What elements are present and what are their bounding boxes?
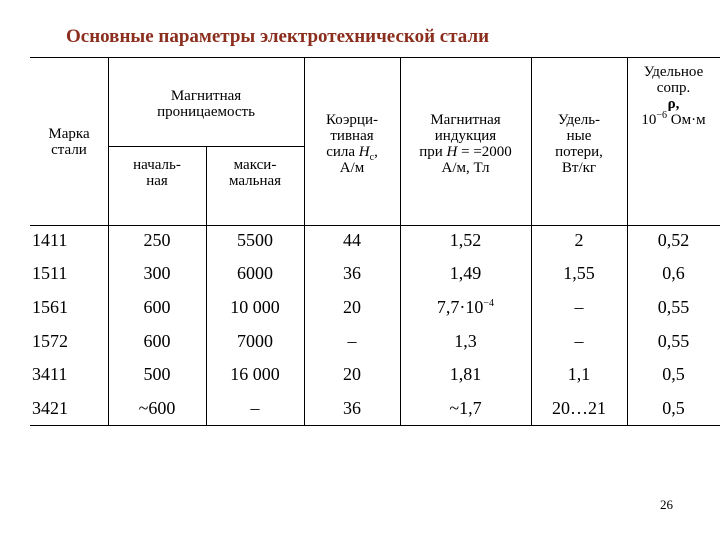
table-header-rule bbox=[30, 225, 720, 226]
header-initial-permeability: началь- ная bbox=[133, 157, 181, 189]
header-coercive-force: Коэрци- тивная сила $H_c$, А/м bbox=[326, 112, 378, 176]
cell-induction: ~1,7 bbox=[449, 398, 482, 418]
cell-resistivity: 0,55 bbox=[657, 297, 690, 317]
page-title: Основные параметры электротехнической стали bbox=[66, 26, 490, 47]
cell-max-permeability: 16 000 bbox=[230, 364, 280, 384]
cell-induction: 1,52 bbox=[449, 230, 482, 250]
cell-losses: – bbox=[574, 297, 584, 317]
cell-resistivity: 0,55 bbox=[657, 331, 690, 351]
cell-losses: 1,55 bbox=[563, 263, 595, 283]
cell-grade: 3411 bbox=[32, 364, 68, 384]
cell-initial-permeability: 250 bbox=[143, 230, 171, 250]
header-resistivity: Удельное сопр. ρ, $10^{-6}$ Ом·м bbox=[641, 64, 706, 128]
cell-initial-permeability: 600 bbox=[143, 331, 171, 351]
cell-resistivity: 0,6 bbox=[662, 263, 685, 283]
cell-coercive-force: – bbox=[347, 331, 357, 351]
cell-resistivity: 0,5 bbox=[662, 398, 685, 418]
cell-grade: 1511 bbox=[32, 263, 68, 283]
cell-initial-permeability: ~600 bbox=[138, 398, 176, 418]
cell-max-permeability: 6000 bbox=[237, 263, 273, 283]
cell-grade: 1572 bbox=[32, 331, 68, 351]
header-specific-losses: Удель- ные потери, Вт/кг bbox=[555, 112, 603, 176]
cell-losses: 2 bbox=[574, 230, 584, 250]
cell-coercive-force: 44 bbox=[343, 230, 361, 250]
cell-max-permeability: 7000 bbox=[237, 331, 273, 351]
table-top-rule bbox=[30, 57, 720, 58]
header-grade: Марка стали bbox=[48, 126, 90, 158]
cell-initial-permeability: 500 bbox=[143, 364, 171, 384]
page-number: 26 bbox=[660, 497, 673, 512]
cell-max-permeability: 10 000 bbox=[230, 297, 280, 317]
cell-max-permeability: 5500 bbox=[237, 230, 273, 250]
table-bottom-rule bbox=[30, 425, 720, 426]
header-magnetic-induction: Магнитная индукция при H = =2000 А/м, Тл bbox=[419, 112, 512, 176]
cell-losses: 1,1 bbox=[567, 364, 591, 384]
cell-coercive-force: 20 bbox=[343, 297, 361, 317]
cell-initial-permeability: 300 bbox=[143, 263, 171, 283]
cell-induction: 1,3 bbox=[454, 331, 477, 351]
cell-grade: 1411 bbox=[32, 230, 68, 250]
cell-induction: 1,49 bbox=[449, 263, 482, 283]
cell-losses: 20…21 bbox=[552, 398, 606, 418]
cell-induction: $7,7\cdot 10^{-4}$ bbox=[436, 297, 495, 317]
cell-max-permeability: – bbox=[250, 398, 260, 418]
cell-losses: – bbox=[574, 331, 584, 351]
header-max-permeability: макси- мальная bbox=[228, 157, 282, 189]
cell-initial-permeability: 600 bbox=[143, 297, 171, 317]
cell-coercive-force: 20 bbox=[343, 364, 361, 384]
cell-grade: 3421 bbox=[32, 398, 68, 418]
cell-coercive-force: 36 bbox=[343, 263, 361, 283]
cell-resistivity: 0,52 bbox=[657, 230, 690, 250]
cell-resistivity: 0,5 bbox=[662, 364, 685, 384]
header-permeability: Магнитная проницаемость bbox=[157, 88, 255, 120]
cell-coercive-force: 36 bbox=[343, 398, 361, 418]
cell-induction: 1,81 bbox=[449, 364, 482, 384]
cell-grade: 1561 bbox=[32, 297, 68, 317]
